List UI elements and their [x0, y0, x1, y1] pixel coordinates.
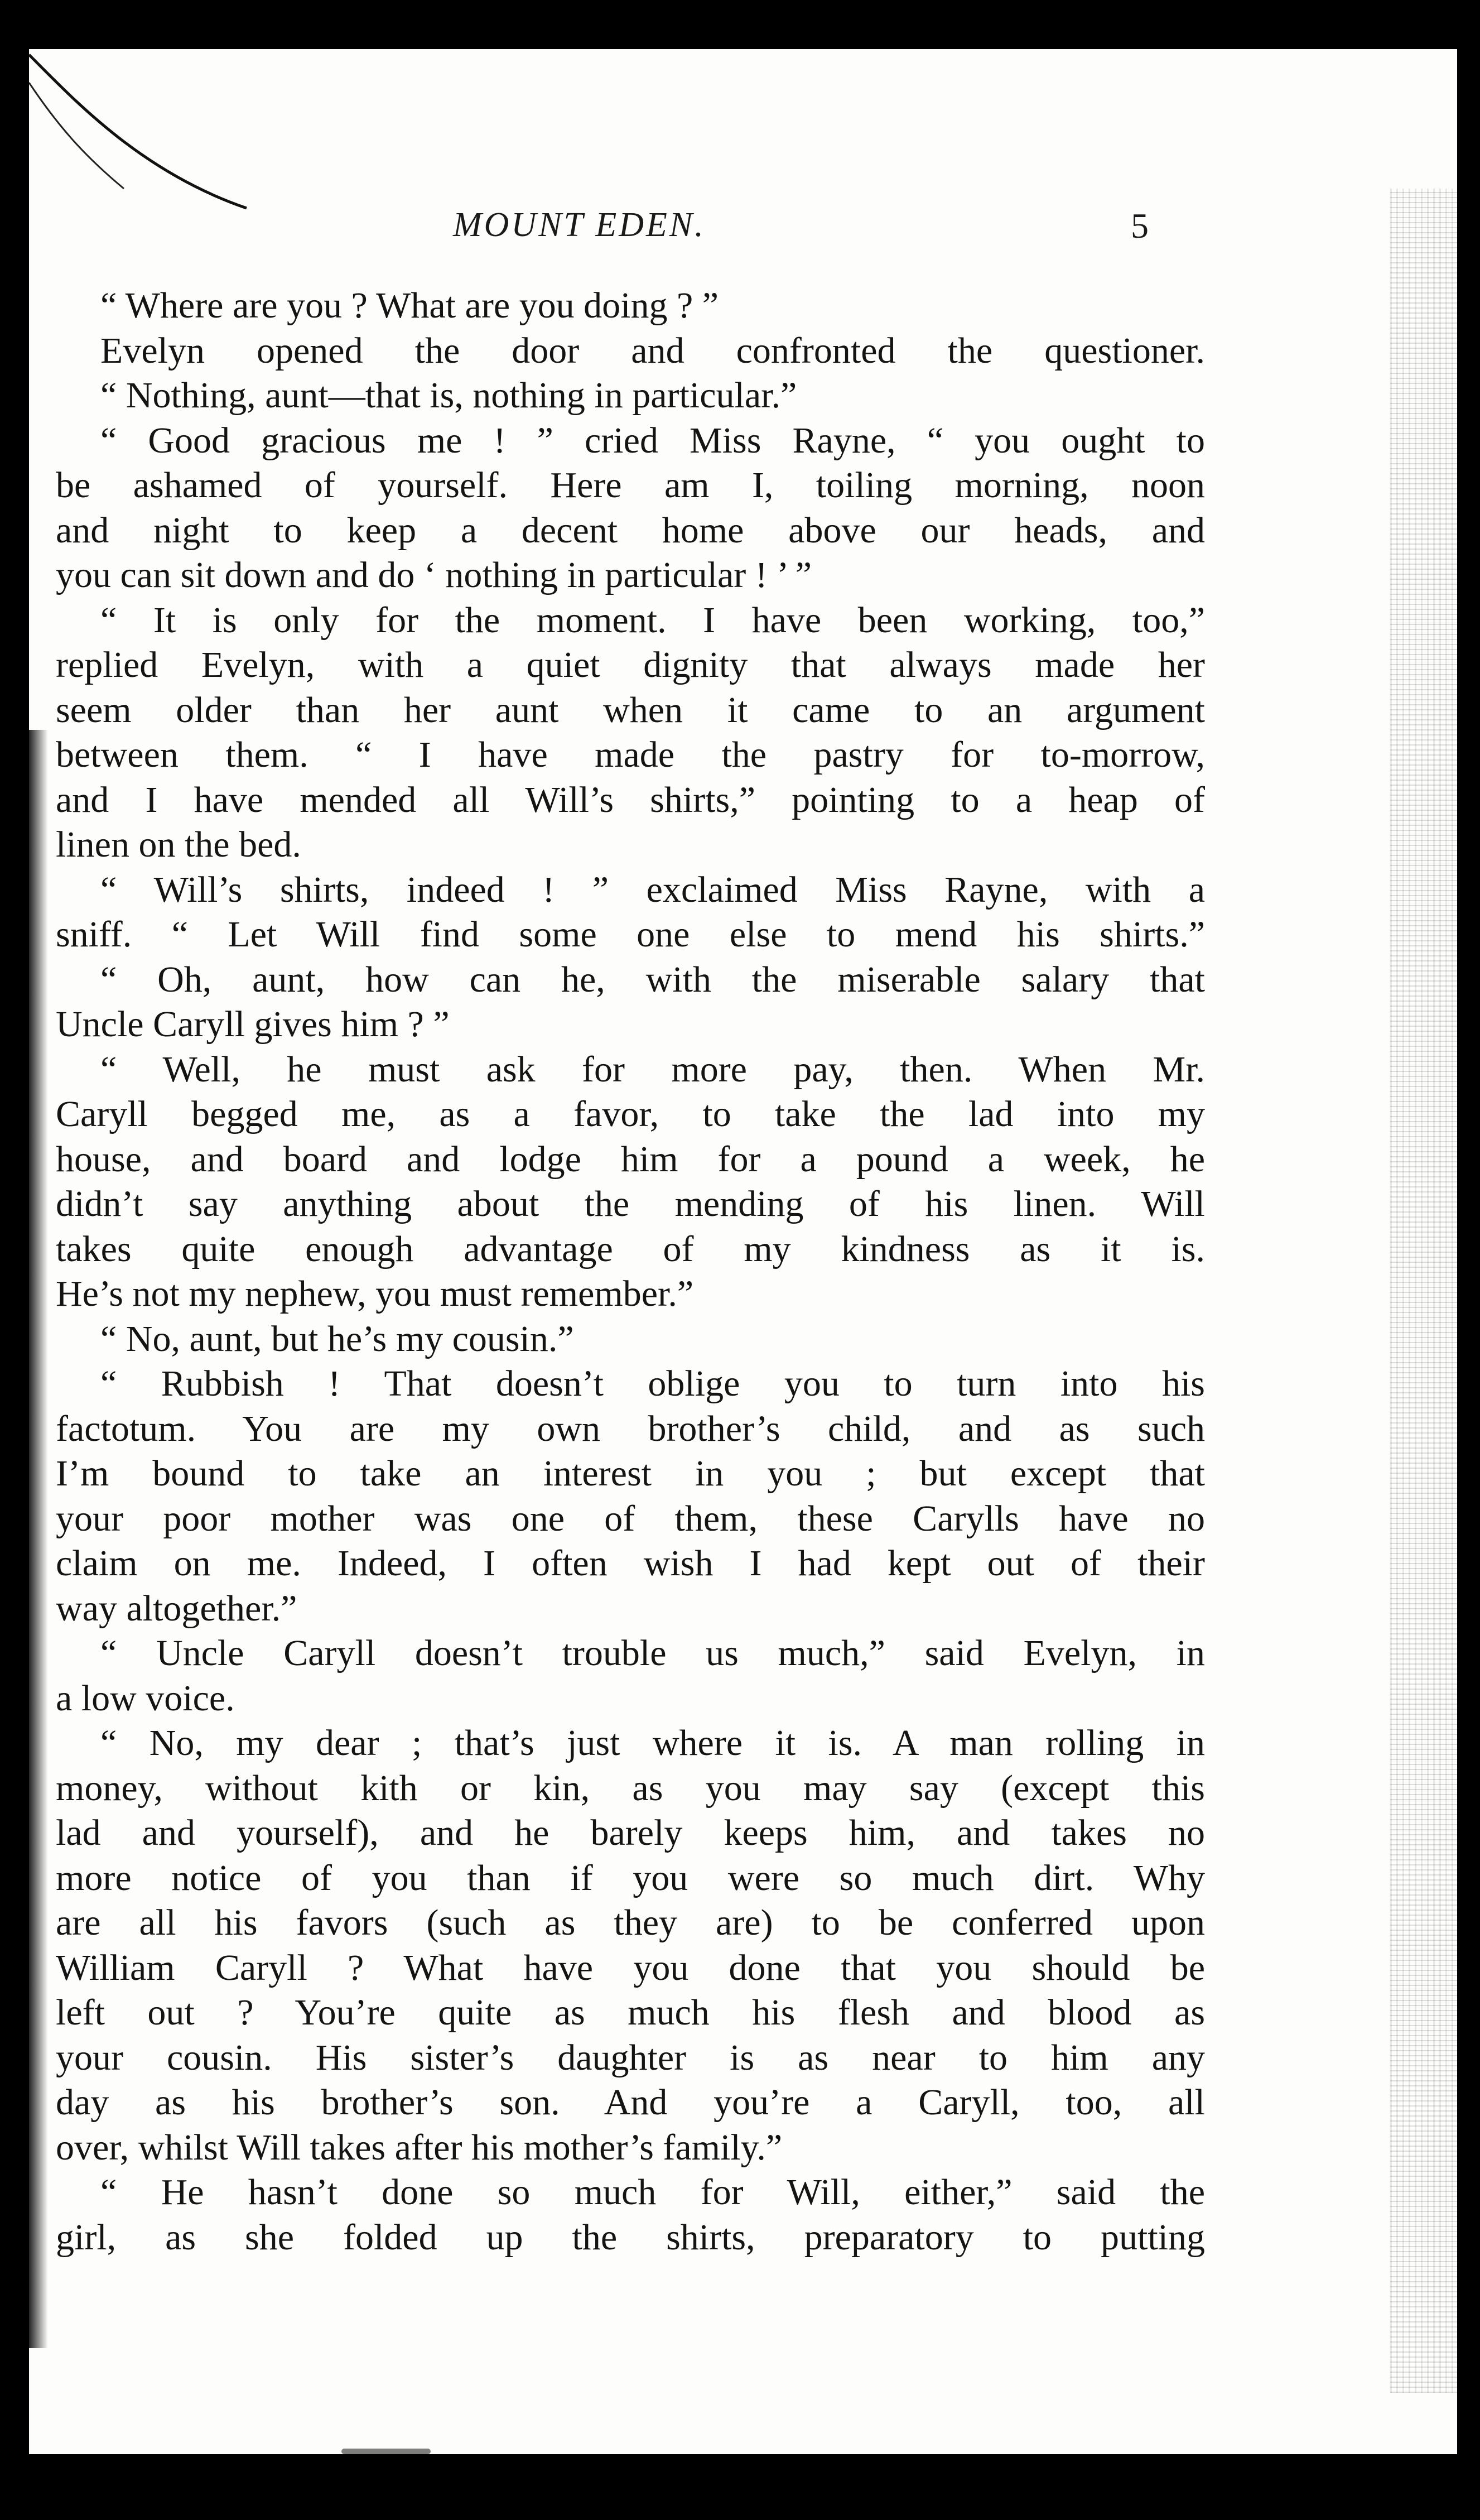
scan-smudge	[341, 2449, 431, 2454]
scan-edge-noise	[1390, 189, 1457, 2393]
text-line: factotum. You are my own brother’s child, and as such	[56, 1408, 1205, 1449]
text-line: more notice of you than if you were so much dirt. Why	[56, 1857, 1205, 1898]
text-line: linen on the bed.	[56, 824, 301, 865]
page-header	[29, 161, 1201, 246]
text-line: “ Rubbish ! That doesn’t oblige you to turn into his	[100, 1363, 1205, 1404]
text-line: way altogether.”	[56, 1588, 297, 1629]
text-line: replied Evelyn, with a quiet dignity that always made her	[56, 645, 1205, 685]
text-line: “ No, my dear ; that’s just where it is. A man rolling in	[100, 1723, 1205, 1763]
text-line: Evelyn opened the door and confronted the questioner.	[100, 330, 1205, 371]
body-text	[56, 283, 1205, 2260]
text-line: seem older than her aunt when it came to an argument	[56, 689, 1205, 730]
text-line: you can sit down and do ‘ nothing in particular ! ’ ”	[56, 555, 812, 595]
text-line: day as his brother’s son. And you’re a Caryll, too, all	[56, 2082, 1205, 2123]
text-line: Caryll begged me, as a favor, to take the lad into my	[56, 1094, 1205, 1134]
text-line: your cousin. His sister’s daughter is as near to him any	[56, 2037, 1205, 2078]
text-line: “ It is only for the moment. I have been working, too,”	[100, 599, 1205, 641]
text-line: “ Oh, aunt, how can he, with the miserable salary that	[100, 959, 1205, 1000]
text-line: are all his favors (such as they are) to be conferred upon	[56, 1902, 1205, 1943]
text-line: “ Where are you ? What are you doing ? ”	[100, 285, 719, 326]
text-line: money, without kith or kin, as you may say (except this	[56, 1767, 1205, 1809]
page-number: 5	[1131, 206, 1149, 246]
text-line: Uncle Caryll gives him ? ”	[56, 1004, 450, 1045]
text-line: “ Uncle Caryll doesn’t trouble us much,” said Evelyn, in	[100, 1633, 1205, 1673]
text-line: your poor mother was one of them, these Carylls have no	[56, 1498, 1205, 1539]
text-line: sniff. “ Let Will find some one else to mend his shirts.”	[56, 914, 1205, 955]
text-line: claim on me. Indeed, I often wish I had kept out of their	[56, 1543, 1205, 1584]
text-line: be ashamed of yourself. Here am I, toiling morning, noon	[56, 465, 1205, 506]
text-line: between them. “ I have made the pastry for to-morrow,	[56, 734, 1205, 775]
text-line: “ Nothing, aunt—that is, nothing in particular.”	[100, 375, 797, 416]
text-line: He’s not my nephew, you must remember.”	[56, 1273, 694, 1314]
scan-gutter-shadow	[29, 730, 48, 2348]
text-line: girl, as she folded up the shirts, preparatory to putting	[56, 2216, 1205, 2258]
book-page	[29, 49, 1457, 2454]
text-line: “ Good gracious me ! ” cried Miss Rayne, “ you ought to	[100, 420, 1205, 461]
text-line: didn’t say anything about the mending of his linen. Will	[56, 1184, 1205, 1224]
text-line: I’m bound to take an interest in you ; but except that	[56, 1453, 1205, 1494]
text-line: a low voice.	[56, 1677, 235, 1719]
text-line: lad and yourself), and he barely keeps him, and takes no	[56, 1812, 1205, 1853]
text-line: takes quite enough advantage of my kindness as it is.	[56, 1228, 1205, 1269]
text-line: and I have mended all Will’s shirts,” pointing to a heap of	[56, 779, 1205, 820]
running-title: MOUNT EDEN.	[453, 206, 706, 244]
text-line: “ He hasn’t done so much for Will, either,” said the	[100, 2172, 1205, 2213]
text-line: “ Will’s shirts, indeed ! ” exclaimed Miss Rayne, with a	[100, 869, 1205, 910]
text-line: “ Well, he must ask for more pay, then. When Mr.	[100, 1049, 1205, 1090]
text-line: and night to keep a decent home above our heads, and	[56, 509, 1205, 551]
text-line: “ No, aunt, but he’s my cousin.”	[100, 1318, 574, 1359]
text-line: William Caryll ? What have you done that you should be	[56, 1947, 1205, 1988]
text-line: house, and board and lodge him for a pound a week, he	[56, 1138, 1205, 1180]
text-line: left out ? You’re quite as much his flesh and blood as	[56, 1992, 1205, 2033]
text-line: over, whilst Will takes after his mother’s family.”	[56, 2127, 783, 2168]
